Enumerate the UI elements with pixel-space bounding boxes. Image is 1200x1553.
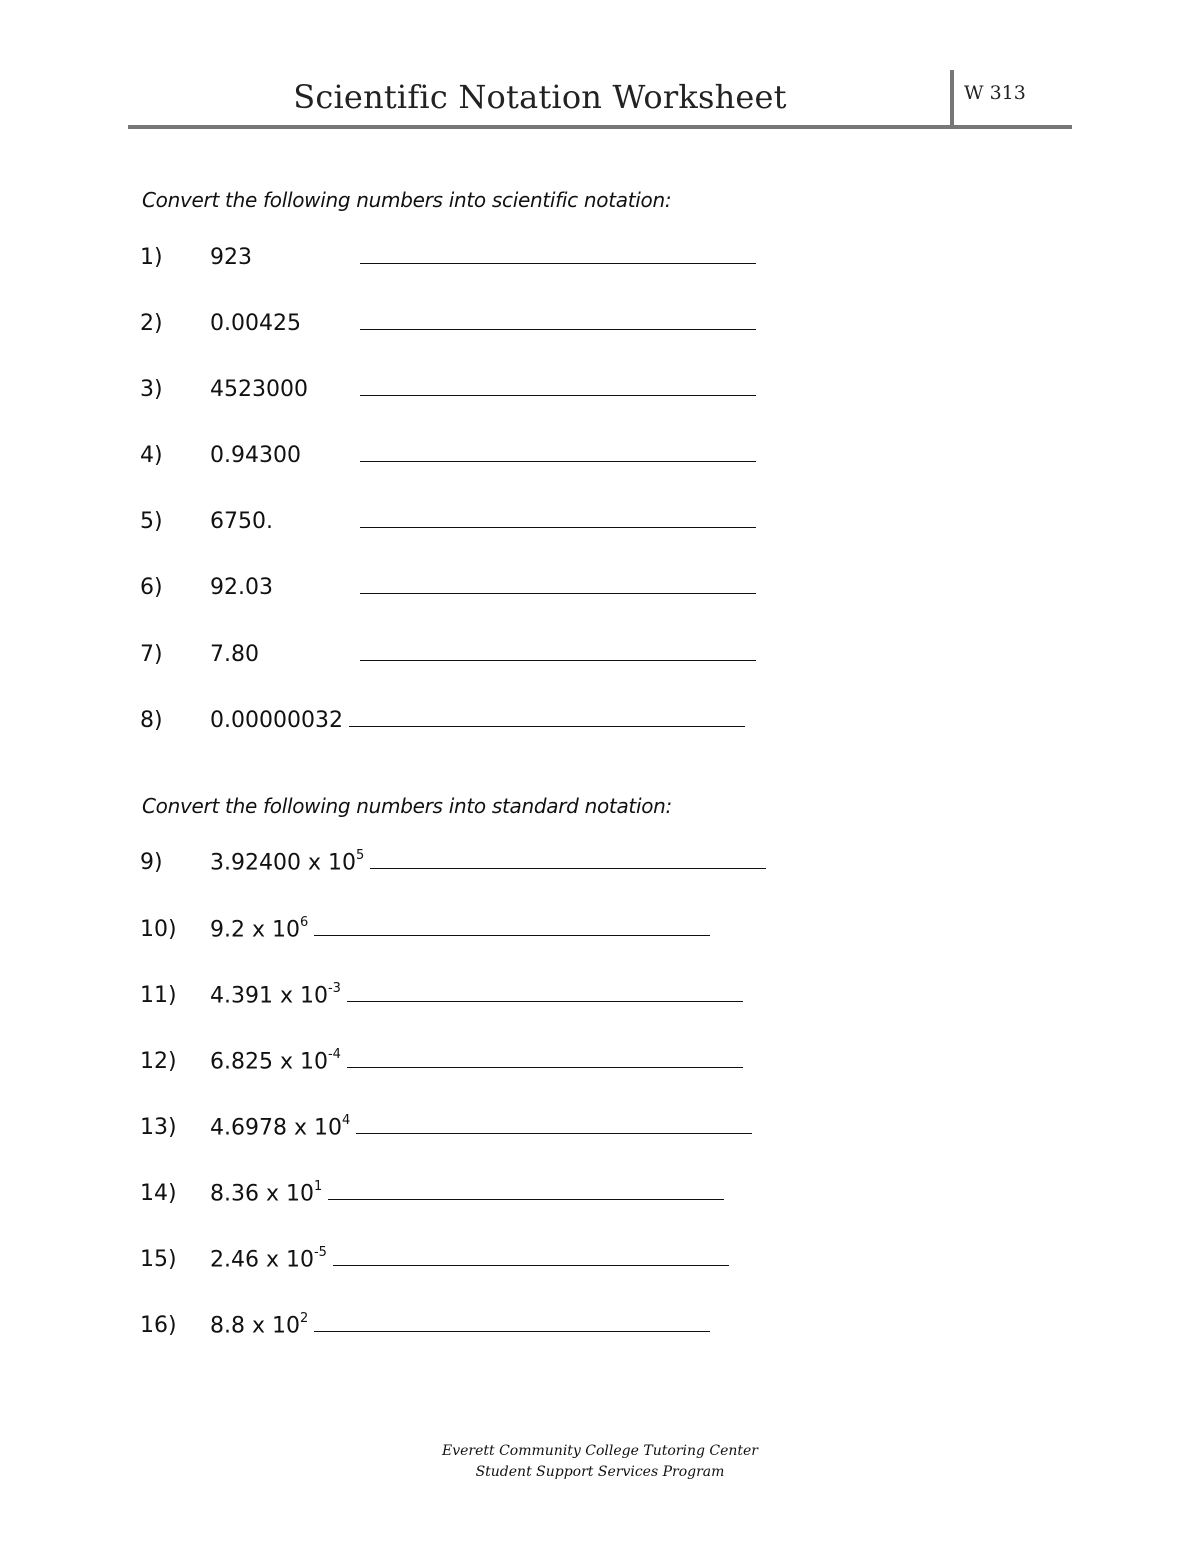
problem-9 (140, 850, 766, 880)
page-title: Scientific Notation Worksheet (293, 78, 787, 116)
exponent: -3 (327, 981, 341, 996)
header-rule (128, 125, 1072, 129)
answer-blank[interactable] (360, 394, 756, 396)
problem-15 (140, 1247, 729, 1277)
answer-blank[interactable] (360, 592, 756, 594)
problem-11 (140, 983, 743, 1013)
mantissa: 3.92400 x 10 (210, 850, 356, 876)
exponent: 5 (355, 848, 365, 863)
problem-4 (140, 443, 756, 473)
exponent: 1 (313, 1179, 323, 1194)
problem-6 (140, 575, 756, 605)
problem-number: 14) (140, 1181, 177, 1207)
answer-blank[interactable] (360, 526, 756, 528)
problem-number: 13) (140, 1115, 177, 1141)
problem-expression (210, 1049, 341, 1074)
problem-number: 9) (140, 850, 163, 876)
answer-blank[interactable] (370, 867, 766, 869)
exponent: 4 (341, 1113, 351, 1128)
mantissa: 8.36 x 10 (210, 1181, 314, 1207)
problem-expression (210, 1181, 322, 1206)
exponent: -5 (313, 1245, 327, 1260)
answer-blank[interactable] (347, 1000, 743, 1002)
problem-5 (140, 509, 756, 539)
problem-expression (210, 850, 364, 875)
answer-blank[interactable] (360, 262, 756, 264)
problem-value: 0.94300 (210, 443, 301, 468)
problem-number: 16) (140, 1313, 177, 1339)
problem-value: 6750. (210, 509, 273, 534)
mantissa: 2.46 x 10 (210, 1247, 314, 1273)
problem-1 (140, 245, 756, 275)
problem-3 (140, 377, 756, 407)
answer-blank[interactable] (314, 934, 710, 936)
answer-blank[interactable] (314, 1330, 710, 1332)
header-divider (950, 70, 954, 128)
answer-blank[interactable] (360, 460, 756, 462)
problem-number: 10) (140, 917, 177, 943)
footer (0, 1441, 1200, 1483)
problem-10 (140, 917, 710, 947)
problem-13 (140, 1115, 752, 1145)
problem-number: 3) (140, 377, 163, 402)
problem-expression (210, 1115, 350, 1140)
answer-blank[interactable] (333, 1264, 729, 1266)
problem-number: 7) (140, 642, 163, 667)
problem-number: 1) (140, 245, 163, 270)
problem-value: 92.03 (210, 575, 273, 600)
mantissa: 9.2 x 10 (210, 917, 300, 943)
mantissa: 6.825 x 10 (210, 1049, 328, 1075)
exponent: 6 (300, 915, 309, 930)
footer-line-2: Student Support Services Program (475, 1464, 725, 1480)
answer-blank[interactable] (360, 328, 756, 330)
mantissa: 4.391 x 10 (210, 983, 328, 1009)
problem-number: 6) (140, 575, 163, 600)
problem-number: 2) (140, 311, 163, 336)
mantissa: 4.6978 x 10 (210, 1115, 342, 1141)
exponent: -4 (327, 1047, 341, 1062)
problem-12 (140, 1049, 743, 1079)
problem-number: 15) (140, 1247, 177, 1273)
problem-value: 4523000 (210, 377, 308, 402)
problem-expression (210, 1313, 308, 1338)
problem-expression (210, 983, 341, 1008)
problem-value: 0.00425 (210, 311, 301, 336)
answer-blank[interactable] (328, 1198, 724, 1200)
problem-number: 5) (140, 509, 163, 534)
problem-number: 8) (140, 708, 163, 733)
answer-blank[interactable] (356, 1132, 752, 1134)
problem-number: 11) (140, 983, 177, 1009)
section1-instruction: Convert the following numbers into scientific notation: (142, 188, 672, 212)
problem-expression (210, 917, 308, 942)
problem-14 (140, 1181, 724, 1211)
problem-value: 7.80 (210, 642, 259, 667)
answer-blank[interactable] (360, 659, 756, 661)
mantissa: 8.8 x 10 (210, 1313, 300, 1339)
problem-expression (210, 1247, 327, 1272)
section2-instruction: Convert the following numbers into standard notation: (142, 794, 672, 818)
worksheet-code: W 313 (964, 82, 1026, 104)
problem-number: 12) (140, 1049, 177, 1075)
footer-line-1: Everett Community College Tutoring Center (442, 1443, 758, 1459)
problem-number: 4) (140, 443, 163, 468)
problem-16 (140, 1313, 710, 1343)
problem-8 (140, 708, 745, 738)
answer-blank[interactable] (349, 725, 745, 727)
problem-value: 923 (210, 245, 252, 270)
problem-value: 0.00000032 (210, 708, 343, 733)
exponent: 2 (300, 1311, 309, 1326)
problem-2 (140, 311, 756, 341)
answer-blank[interactable] (347, 1066, 743, 1068)
problem-7 (140, 642, 756, 672)
